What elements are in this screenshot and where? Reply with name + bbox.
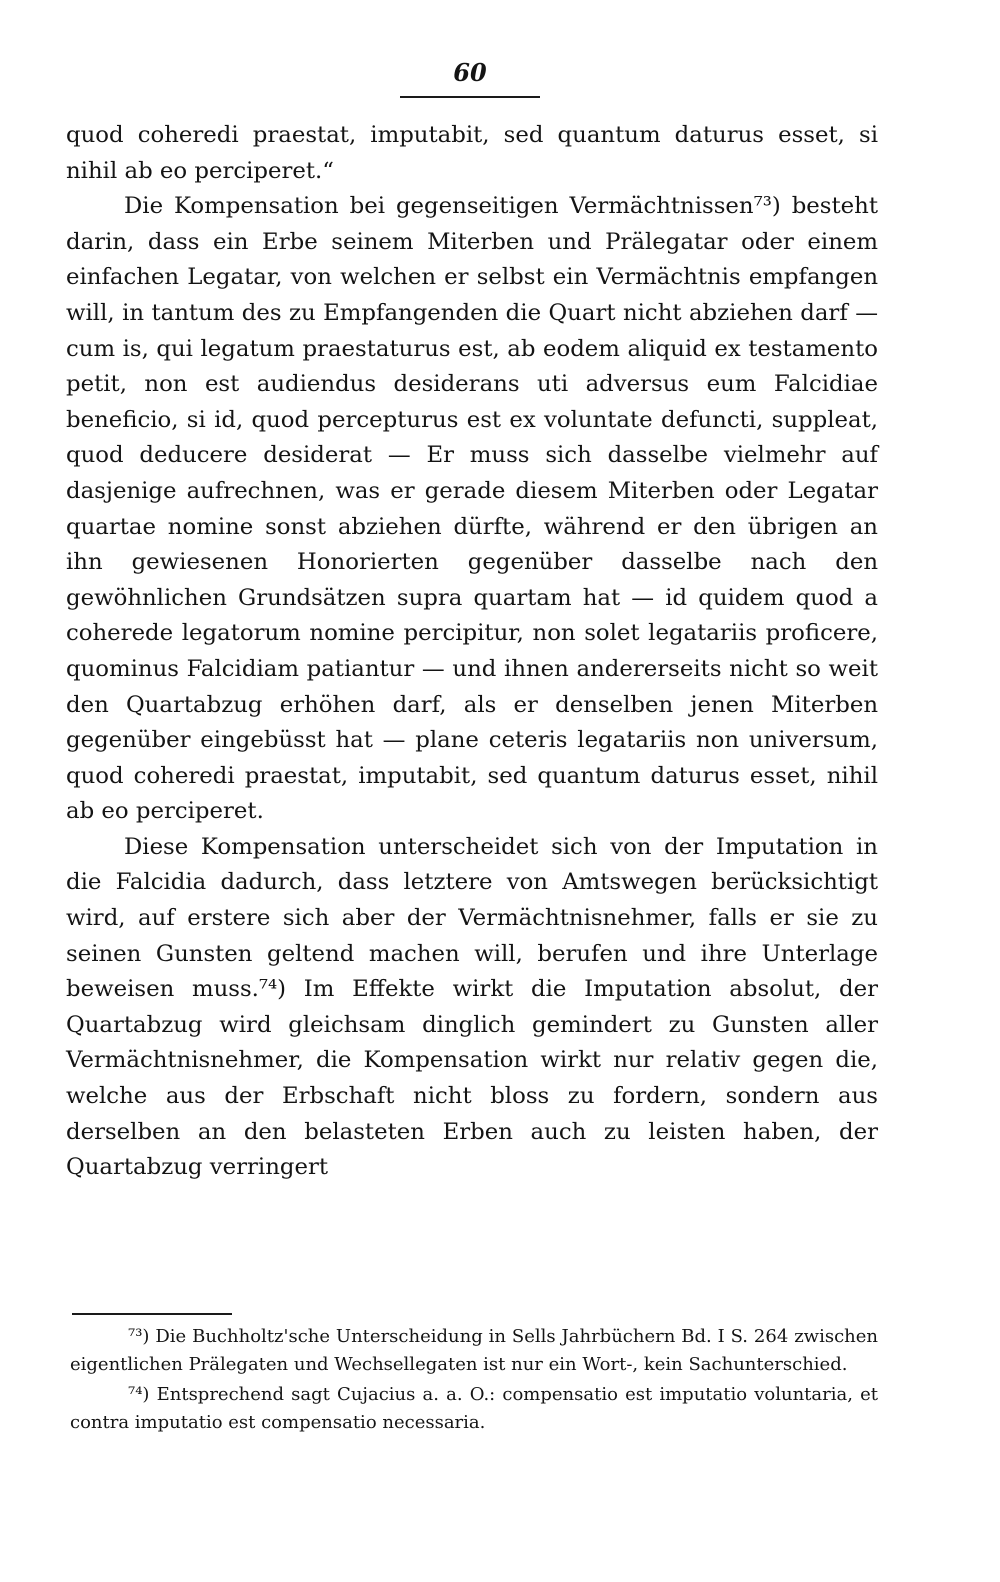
page-number: 60	[453, 58, 487, 87]
footnotes	[70, 1323, 878, 1439]
main-text	[66, 118, 878, 1186]
footnote-74: ⁷⁴) Entsprechend sagt Cujacius a. a. O.: compensatio est imputatio voluntaria, et contra imputatio est compensatio necessaria.	[70, 1384, 878, 1433]
paragraph-2: Die Kompensation bei gegenseitigen Vermächtnissen⁷³) besteht darin, dass ein Erbe seinem Miterben und Prälegatar oder einem einfachen Legatar, von welchen er selbst ein Vermächtnis empfangen will, in tantum des zu Empfangenden die Quart nicht abziehen darf — cum is, qui legatum praestaturus est, ab eodem aliquid ex testamento petit, non est audiendus desiderans uti adversus eum Falcidiae beneficio, si id, quod percepturus est ex voluntate defuncti, suppleat, quod deducere desiderat — Er muss sich dasselbe vielmehr auf dasjenige aufrechnen, was er gerade diesem Miterben oder Legatar quartae nomine sonst abziehen dürfte, während er den übrigen an ihn gewiesenen Honorierten gegenüber dasselbe nach den gewöhnlichen Grundsätzen supra quartam hat — id quidem quod a coherede legatorum nomine percipitur, non solet legatariis proficere, quominus Falcidiam patiantur — und ihnen andererseits nicht so weit den Quartabzug erhöhen darf, als er denselben jenen Miterben gegenüber eingebüsst hat — plane ceteris legatariis non universum, quod coheredi praestat, imputabit, sed quantum daturus esset, nihil ab eo perciperet.	[66, 193, 878, 825]
header-rule	[400, 96, 540, 98]
footnote-rule	[72, 1313, 232, 1315]
paragraph-3: Diese Kompensation unterscheidet sich von der Imputation in die Falcidia dadurch, dass letztere von Amtswegen berücksichtigt wird, auf erstere sich aber der Vermächtnisnehmer, falls er sie zu seinen Gunsten geltend machen will, berufen und ihre Unterlage beweisen muss.⁷⁴) Im Effekte wirkt die Imputation absolut, der Quartabzug wird gleichsam dinglich gemindert zu Gunsten aller Vermächtnisnehmer, die Kompensation wirkt nur relativ gegen die, welche aus der Erbschaft nicht bloss zu fordern, sondern aus derselben an den belasteten Erben auch zu leisten haben, der Quartabzug verringert	[66, 833, 878, 1181]
footnote-73: ⁷³) Die Buchholtz'sche Unterscheidung in Sells Jahrbüchern Bd. I S. 264 zwischen eigentlichen Prälegaten und Wechsellegaten ist nur ein Wort-, kein Sachunterschied.	[70, 1326, 878, 1375]
paragraph-1: quod coheredi praestat, imputabit, sed quantum daturus esset, si nihil ab eo perciperet.“	[66, 122, 878, 184]
